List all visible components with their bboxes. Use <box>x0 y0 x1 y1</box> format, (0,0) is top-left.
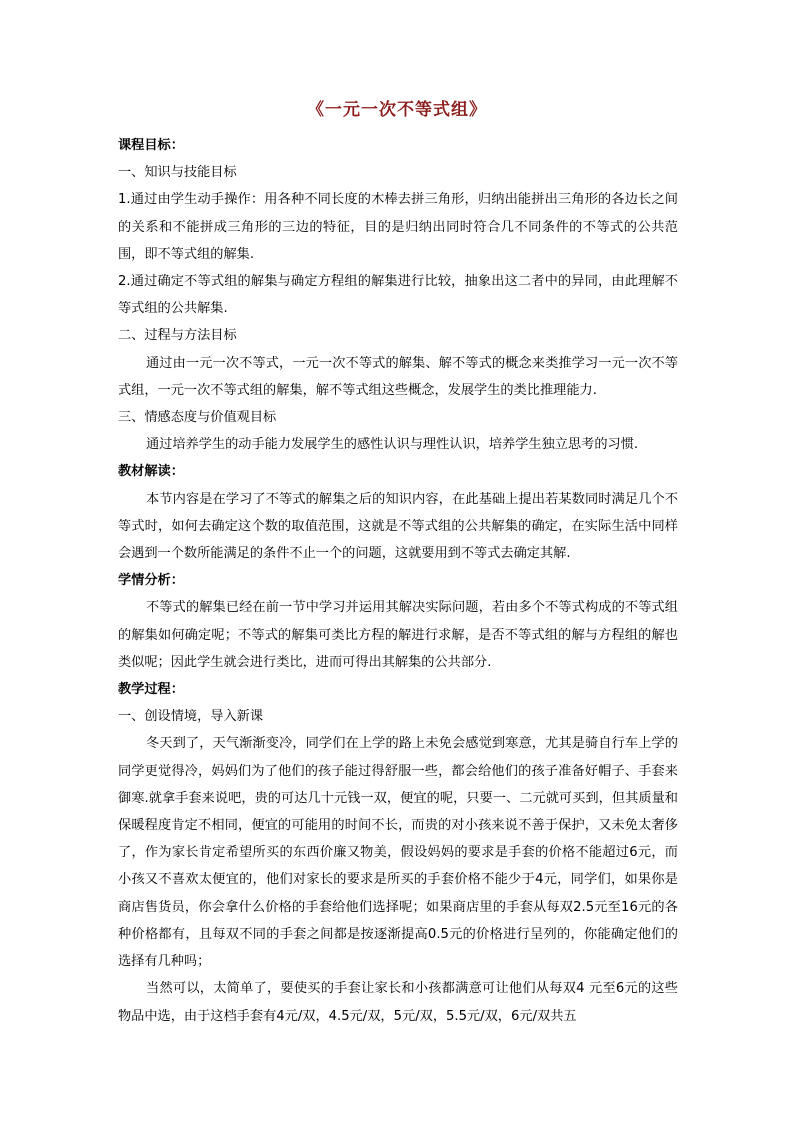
subsection-heading: 一、知识与技能目标 <box>118 165 237 181</box>
document-body <box>118 132 678 1030</box>
document-title: 《一元一次不等式组》 <box>307 100 487 120</box>
subsection-heading: 二、过程与方法目标 <box>118 328 237 344</box>
paragraph: 本节内容是在学习了不等式的解集之后的知识内容，在此基础上提出若某数同时满足几个不等式时，如何去确定这个数的取值范围，这就是不等式组的公共解集的确定，在实际生活中同样会遇到一个数所能满足的条件不止一个的问题，这就要用到不等式去确定其解. <box>118 491 678 562</box>
subsection-heading: 一、创设情境，导入新课 <box>118 709 264 725</box>
section-heading: 教学过程： <box>118 682 184 698</box>
numbered-paragraph: 2.通过确定不等式组的解集与确定方程组的解集进行比较，抽象出这二者中的异同，由此理解不等式组的公共解集. <box>118 274 678 317</box>
subsection-heading: 三、情感态度与价值观目标 <box>118 410 277 426</box>
numbered-paragraph: 1.通过由学生动手操作：用各种不同长度的木棒去拼三角形，归纳出能拼出三角形的各边长之间的关系和不能拼成三角形的三边的特征，目的是归纳出同时符合几不同条件的不等式的公共范围，即不等式组的解集. <box>118 192 678 262</box>
paragraph: 不等式的解集已经在前一节中学习并运用其解决实际问题，若由多个不等式构成的不等式组的解集如何确定呢；不等式的解集可类比方程的解进行求解，是否不等式组的解与方程组的解也类似呢；因此学生就会进行类比，进而可得出其解集的公共部分. <box>118 600 678 670</box>
section-heading: 学情分析： <box>118 573 184 589</box>
paragraph: 冬天到了，天气渐渐变冷，同学们在上学的路上未免会感觉到寒意，尤其是骑自行车上学的同学更觉得冷，妈妈们为了他们的孩子能过得舒服一些，都会给他们的孩子准备好帽子、手套来御寒.就拿手套来说吧，贵的可达几十元钱一双，便宜的呢，只要一、二元就可买到，但其质量和保暖程度肯定不相同，便宜的可能用的时间不长，而贵的对小孩来说不善于保护，又未免太奢侈了，作为家长肯定希望所买的东西价廉又物美，假设妈妈的要求是手套的价格不能超过6元，而小孩又不喜欢太便宜的，他们对家长的要求是所买的手套价格不能少于4元，同学们，如果你是商店售货员，你会拿什么价格的手套给他们选择呢；如果商店里的手套从每双2.5元至16元的各种价格都有，且每双不同的手套之间都是按逐渐提高0.5元的价格进行呈列的，你能确定他们的选择有几种吗； <box>118 736 678 970</box>
section-heading: 教材解读： <box>118 464 184 480</box>
paragraph: 通过培养学生的动手能力发展学生的感性认识与理性认识，培养学生独立思考的习惯. <box>146 437 639 453</box>
paragraph: 通过由一元一次不等式，一元一次不等式的解集、解不等式的概念来类推学习一元一次不等式组，一元一次不等式组的解集，解不等式组这些概念，发展学生的类比推理能力. <box>118 355 678 398</box>
section-heading: 课程目标： <box>118 138 184 153</box>
paragraph: 当然可以，太简单了，要使买的手套让家长和小孩都满意可让他们从每双4 元至6元的这些物品中选，由于这档手套有4元/双，4.5元/双，5元/双，5.5元/双，6元/双共五 <box>118 981 678 1024</box>
